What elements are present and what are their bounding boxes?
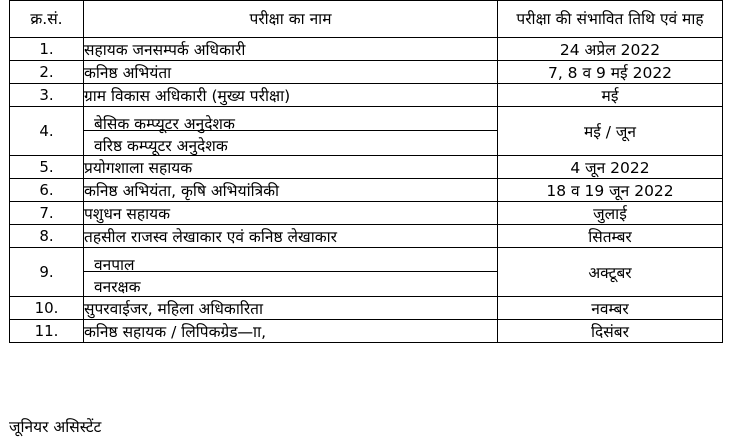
clipped-bottom-text: जूनियर असिस्टेंट [9,418,102,436]
row-serial: 5. [10,156,84,179]
exam-schedule-table [9,0,723,343]
row-exam-name: कनिष्ठ अभियंता, कृषि अभियांत्रिकी [84,179,498,202]
row-exam-date: 4 जून 2022 [498,156,723,179]
row-exam-name [84,107,498,156]
row-exam-date: जुलाई [498,202,723,225]
header-exam-name: परीक्षा का नाम [84,1,498,38]
table-row [10,179,723,202]
row-exam-name-line: वनरक्षक [94,278,141,296]
row-exam-name: सहायक जनसम्पर्क अधिकारी [84,38,498,61]
row-serial: 7. [10,202,84,225]
row-serial: 3. [10,84,84,107]
row-exam-name: कनिष्ठ अभियंता [84,61,498,84]
table-header-row [10,1,723,38]
table-body [10,38,723,343]
row-exam-name-line: वरिष्ठ कम्प्यूटर अनुदेशक [94,137,228,155]
row-serial: 6. [10,179,84,202]
header-exam-date: परीक्षा की संभावित तिथि एवं माह [498,1,723,38]
row-exam-date: नवम्बर [498,297,723,320]
table-row [10,248,723,297]
row-serial: 10. [10,297,84,320]
row-exam-name: तहसील राजस्व लेखाकार एवं कनिष्ठ लेखाकार [84,225,498,248]
table-row [10,84,723,107]
table-row [10,107,723,156]
row-exam-date: 24 अप्रेल 2022 [498,38,723,61]
row-exam-date: 18 व 19 जून 2022 [498,179,723,202]
row-exam-name [84,248,498,297]
row-serial: 2. [10,61,84,84]
table-row [10,202,723,225]
row-exam-date: अक्टूबर [498,248,723,297]
row-exam-name-line: बेसिक कम्प्यूटर अनुदेशक [84,109,497,131]
row-exam-name: ग्राम विकास अधिकारी (मुख्य परीक्षा) [84,84,498,107]
row-serial: 8. [10,225,84,248]
table-row [10,225,723,248]
table-row [10,156,723,179]
row-exam-date: दिसंबर [498,320,723,343]
row-serial: 9. [10,248,84,297]
table-row [10,297,723,320]
row-serial: 11. [10,320,84,343]
table-header [10,1,723,38]
row-exam-date: मई / जून [498,107,723,156]
row-exam-name-line: वनपाल [84,250,497,272]
row-exam-name: प्रयोगशाला सहायक [84,156,498,179]
row-exam-name: कनिष्ठ सहायक / लिपिकग्रेड—ाा, [84,320,498,343]
row-exam-name: पशुधन सहायक [84,202,498,225]
row-serial: 1. [10,38,84,61]
row-serial: 4. [10,107,84,156]
table-row [10,38,723,61]
row-exam-date: सितम्बर [498,225,723,248]
row-exam-name: सुपरवाईजर, महिला अधिकारिता [84,297,498,320]
table-row [10,320,723,343]
row-exam-date: 7, 8 व 9 मई 2022 [498,61,723,84]
table-row [10,61,723,84]
header-serial: क्र.सं. [10,1,84,38]
row-exam-date: मई [498,84,723,107]
